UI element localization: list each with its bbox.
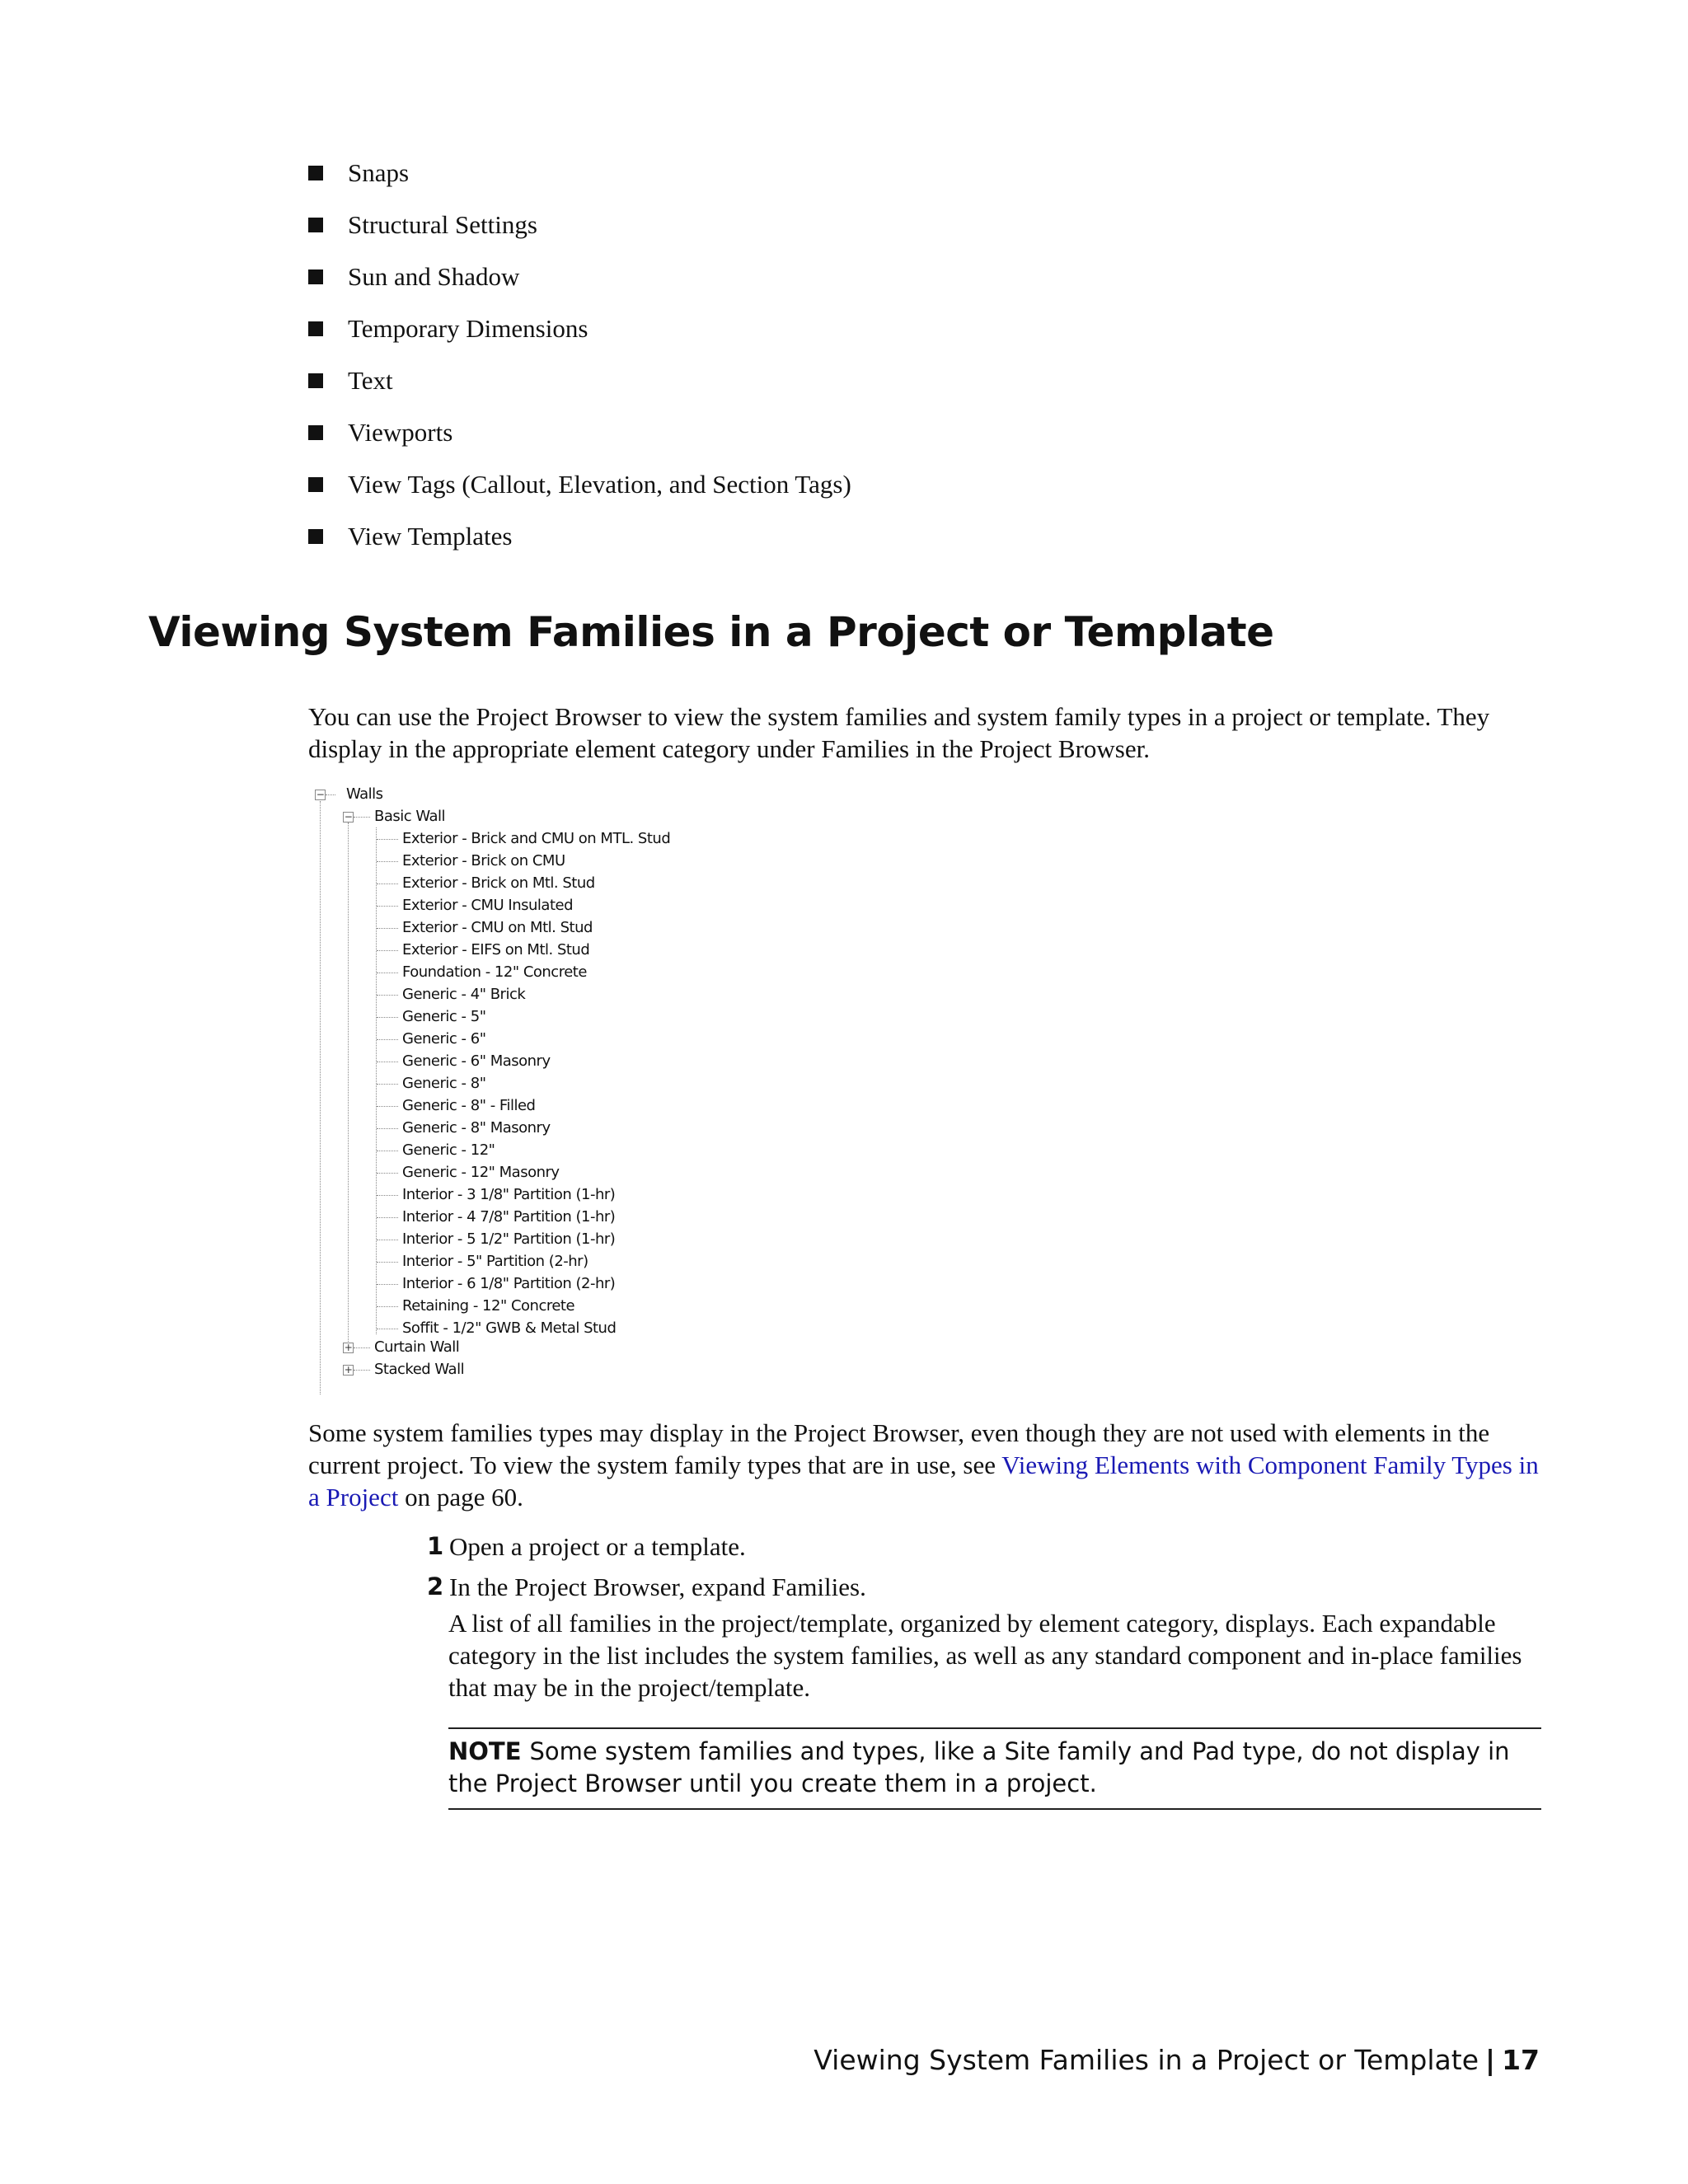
list-item: View Tags (Callout, Elevation, and Section Tags): [308, 458, 851, 510]
cross-reference-link[interactable]: Viewing Elements with Component Family Types in a Project: [308, 1451, 1539, 1511]
tree-connector: [377, 1173, 398, 1174]
tree-connector: [348, 823, 349, 1342]
bullet-square-icon: [308, 269, 323, 284]
tree-connector: [377, 861, 398, 862]
paragraph-project-browser: Some system families types may display in the Project Browser, even though they are not used with elements in the current project. To view the system family types that are in use, see Viewing Elements with Component Family Types in a Project on page 60.: [308, 1418, 1539, 1511]
tree-node-wall-type[interactable]: Soffit - 1/2" GWB & Metal Stud: [402, 1319, 617, 1337]
tree-connector: [377, 972, 398, 973]
tree-connector: [377, 928, 398, 929]
tree-node-wall-type[interactable]: Exterior - Brick on CMU: [402, 852, 565, 869]
bullet-square-icon: [308, 321, 323, 336]
tree-connector: [377, 1195, 398, 1196]
footer-title: Viewing System Families in a Project or Template: [814, 2044, 1479, 2076]
tree-connector: [377, 1106, 398, 1107]
tree-node-wall-type[interactable]: Interior - 5 1/2" Partition (1-hr): [402, 1230, 616, 1248]
tree-node-wall-type[interactable]: Exterior - Brick and CMU on MTL. Stud: [402, 830, 671, 847]
bullet-square-icon: [308, 373, 323, 388]
tree-connector: [377, 883, 398, 884]
tree-connector: [377, 906, 398, 907]
bullet-square-icon: [308, 477, 323, 492]
tree-connector: [377, 1039, 398, 1040]
expand-icon[interactable]: +: [344, 1342, 353, 1353]
collapse-icon[interactable]: −: [316, 789, 325, 800]
tree-connector: [376, 827, 377, 1334]
tree-node-wall-type[interactable]: Interior - 6 1/8" Partition (2-hr): [402, 1275, 616, 1292]
tree-connector: [354, 1347, 370, 1348]
collapse-icon[interactable]: −: [344, 811, 353, 823]
tree-connector: [354, 817, 370, 818]
page-footer: [814, 2044, 1540, 2076]
tree-node-wall-type[interactable]: Foundation - 12" Concrete: [402, 963, 587, 981]
tree-connector: [377, 950, 398, 951]
tree-connector: [320, 801, 321, 1394]
tree-node-wall-type[interactable]: Generic - 8": [402, 1075, 486, 1092]
step-item: 2 In the Project Browser, expand Families.: [427, 1572, 866, 1601]
list-item: View Templates: [308, 510, 851, 562]
tree-node-wall-type[interactable]: Generic - 12" Masonry: [402, 1164, 560, 1181]
tree-node-wall-type[interactable]: Generic - 8" - Filled: [402, 1097, 536, 1114]
list-item: Snaps: [308, 147, 851, 199]
tree-node-wall-type[interactable]: Exterior - Brick on Mtl. Stud: [402, 874, 595, 892]
tree-connector: [377, 1306, 398, 1307]
bullet-square-icon: [308, 166, 323, 180]
tree-node-wall-type[interactable]: Exterior - EIFS on Mtl. Stud: [402, 941, 590, 958]
tree-connector: [354, 1370, 370, 1371]
list-item: Temporary Dimensions: [308, 302, 851, 354]
tree-connector: [377, 1128, 398, 1129]
tree-node-wall-type[interactable]: Generic - 5": [402, 1008, 486, 1025]
tree-node-wall-type[interactable]: Interior - 3 1/8" Partition (1-hr): [402, 1186, 616, 1203]
tree-connector: [377, 1262, 398, 1263]
tree-node-wall-type[interactable]: Generic - 8" Masonry: [402, 1119, 551, 1137]
section-heading: Viewing System Families in a Project or Template: [148, 608, 1274, 656]
tree-connector: [377, 995, 398, 996]
tree-connector: [377, 1017, 398, 1018]
tree-connector: [377, 1084, 398, 1085]
expand-icon[interactable]: +: [344, 1364, 353, 1376]
steps-list: [427, 1526, 1541, 1607]
tree-node-wall-type[interactable]: Generic - 6" Masonry: [402, 1052, 551, 1070]
bullet-square-icon: [308, 529, 323, 544]
step-item: 1 Open a project or a template.: [427, 1532, 746, 1561]
tree-connector: [377, 1217, 398, 1218]
project-browser-tree: [313, 783, 692, 1396]
tree-connector: [377, 1284, 398, 1285]
step-description: A list of all families in the project/template, organized by element category, displays. Each expandable category in the list includes the system families, as well as any standard component and in-place families that may be in the project/template.: [448, 1609, 1522, 1702]
tree-node-wall-type[interactable]: Generic - 12": [402, 1141, 495, 1159]
note-text: Some system families and types, like a Site family and Pad type, do not display in the Project Browser until you create them in a project.: [448, 1737, 1510, 1797]
tree-node-curtain-wall[interactable]: Curtain Wall: [374, 1338, 460, 1356]
tree-node-walls[interactable]: Walls: [346, 785, 383, 803]
tree-node-wall-type[interactable]: Interior - 4 7/8" Partition (1-hr): [402, 1208, 616, 1226]
page-number: 17: [1502, 2044, 1540, 2076]
tree-node-stacked-wall[interactable]: Stacked Wall: [374, 1361, 465, 1378]
bullet-square-icon: [308, 218, 323, 232]
tree-node-wall-type[interactable]: Exterior - CMU on Mtl. Stud: [402, 919, 593, 936]
tree-node-wall-type[interactable]: Interior - 5" Partition (2-hr): [402, 1253, 588, 1270]
tree-node-basic-wall[interactable]: Basic Wall: [374, 808, 446, 825]
tree-node-wall-type[interactable]: Generic - 6": [402, 1030, 486, 1047]
list-item: Viewports: [308, 406, 851, 458]
bullet-square-icon: [308, 425, 323, 440]
tree-node-wall-type[interactable]: Exterior - CMU Insulated: [402, 897, 573, 914]
tree-node-wall-type[interactable]: Retaining - 12" Concrete: [402, 1297, 575, 1315]
bullet-list: [308, 147, 851, 562]
note-box: [448, 1727, 1541, 1810]
list-item: Text: [308, 354, 851, 406]
list-item: Structural Settings: [308, 199, 851, 251]
tree-connector: [326, 794, 335, 795]
note-label: NOTE: [448, 1737, 522, 1765]
footer-separator: |: [1485, 2044, 1496, 2076]
intro-paragraph: You can use the Project Browser to view the system families and system family types in a project or template. They display in the appropriate element category under Families in the Project Browser.: [308, 702, 1490, 763]
tree-node-wall-type[interactable]: Generic - 4" Brick: [402, 986, 526, 1003]
list-item: Sun and Shadow: [308, 251, 851, 302]
tree-connector: [377, 839, 398, 840]
